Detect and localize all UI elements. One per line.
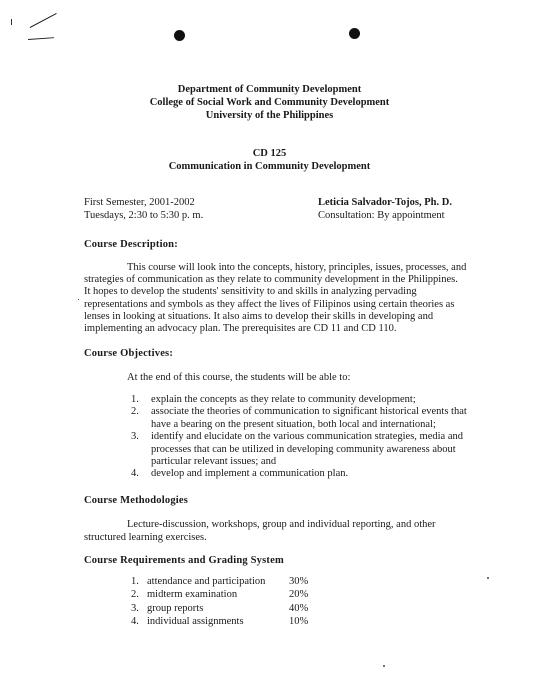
- description-line: lenses in looking at situations. It also aims to develop their skills in developing and: [84, 310, 434, 322]
- objective-text: associate the theories of communication to significant historical events that: [151, 406, 467, 418]
- objectives-list: [131, 394, 471, 481]
- grading-number: 1.: [131, 576, 139, 587]
- instructor-name: Leticia Salvador-Tojos, Ph. D.: [318, 197, 452, 208]
- objective-text: particular relevant issues; and: [151, 456, 277, 468]
- description-paragraph: [84, 262, 478, 335]
- grading-number: 3.: [131, 602, 139, 614]
- objectives-heading: Course Objectives:: [84, 348, 174, 359]
- objective-item: [131, 394, 471, 406]
- pen-tick: [11, 19, 12, 25]
- grading-item: attendance and participation: [147, 576, 266, 587]
- schedule: Tuesdays, 2:30 to 5:30 p. m.: [84, 210, 204, 221]
- semester: First Semester, 2001-2002: [84, 197, 195, 208]
- university-name: University of the Philippines: [205, 110, 334, 121]
- course-title: Communication in Community Development: [168, 161, 371, 172]
- grading-row: [131, 602, 351, 615]
- grading-row: [131, 575, 351, 588]
- description-heading: Course Description:: [84, 239, 178, 250]
- objective-number: 3.: [131, 431, 139, 443]
- objective-text: processes that can be utilized in developing community awareness about: [151, 443, 456, 455]
- methodologies-heading: Course Methodologies: [84, 495, 189, 506]
- grading-row: [131, 615, 351, 628]
- methodologies-line: Lecture-discussion, workshops, group and individual reporting, and other: [127, 519, 436, 530]
- description-line: strategies of communication as they relate to community development in the Philippines.: [84, 274, 458, 286]
- scan-speck: [487, 577, 489, 579]
- consultation: Consultation: By appointment: [318, 210, 445, 221]
- objective-number: 1.: [131, 394, 139, 405]
- pen-mark-bottom: [28, 37, 54, 40]
- objective-text: have a bearing on the present situation, both local and international;: [151, 418, 436, 430]
- pen-mark-top: [30, 13, 57, 28]
- grading-item: individual assignments: [147, 616, 244, 628]
- objective-text: explain the concepts as they relate to community development;: [151, 394, 416, 405]
- objective-number: 4.: [131, 468, 139, 480]
- objective-number: 2.: [131, 406, 139, 418]
- objective-text: identify and elucidate on the various communication strategies, media and: [151, 431, 463, 443]
- grading-item: group reports: [147, 602, 204, 614]
- punch-hole-left: [174, 30, 185, 41]
- objectives-intro: At the end of this course, the students will be able to:: [127, 372, 351, 383]
- scan-speck: [78, 299, 79, 300]
- grading-list: [131, 575, 351, 629]
- grading-percent: 30%: [289, 576, 309, 587]
- objective-text: develop and implement a communication plan.: [151, 468, 349, 480]
- objective-item: [131, 431, 471, 468]
- grading-item: midterm examination: [147, 589, 238, 601]
- grading-heading: Course Requirements and Grading System: [84, 555, 284, 566]
- scan-speck: [383, 665, 385, 667]
- grading-percent: 10%: [289, 616, 309, 628]
- description-line: This course will look into the concepts, history, principles, issues, processes, and: [127, 262, 467, 273]
- punch-hole-right: [349, 28, 360, 39]
- grading-percent: 40%: [289, 602, 309, 614]
- methodologies-line: structured learning exercises.: [84, 531, 207, 543]
- grading-number: 2.: [131, 589, 139, 601]
- methodologies-paragraph: [84, 519, 478, 544]
- objective-item: [131, 406, 471, 431]
- grading-percent: 20%: [289, 589, 309, 601]
- grading-row: [131, 588, 351, 601]
- description-line: representations and symbols as they affect the lives of Filipinos using certain theories as: [84, 298, 455, 310]
- course-code: CD 125: [252, 148, 287, 159]
- objective-item: [131, 468, 471, 480]
- department-name: Department of Community Development: [177, 84, 362, 95]
- description-line: It hopes to develop the students' sensitivity to and skills in analyzing pervading: [84, 286, 417, 298]
- grading-number: 4.: [131, 616, 139, 628]
- description-line: implementing an advocacy plan. The prerequisites are CD 11 and CD 110.: [84, 323, 397, 335]
- college-name: College of Social Work and Community Development: [149, 97, 390, 108]
